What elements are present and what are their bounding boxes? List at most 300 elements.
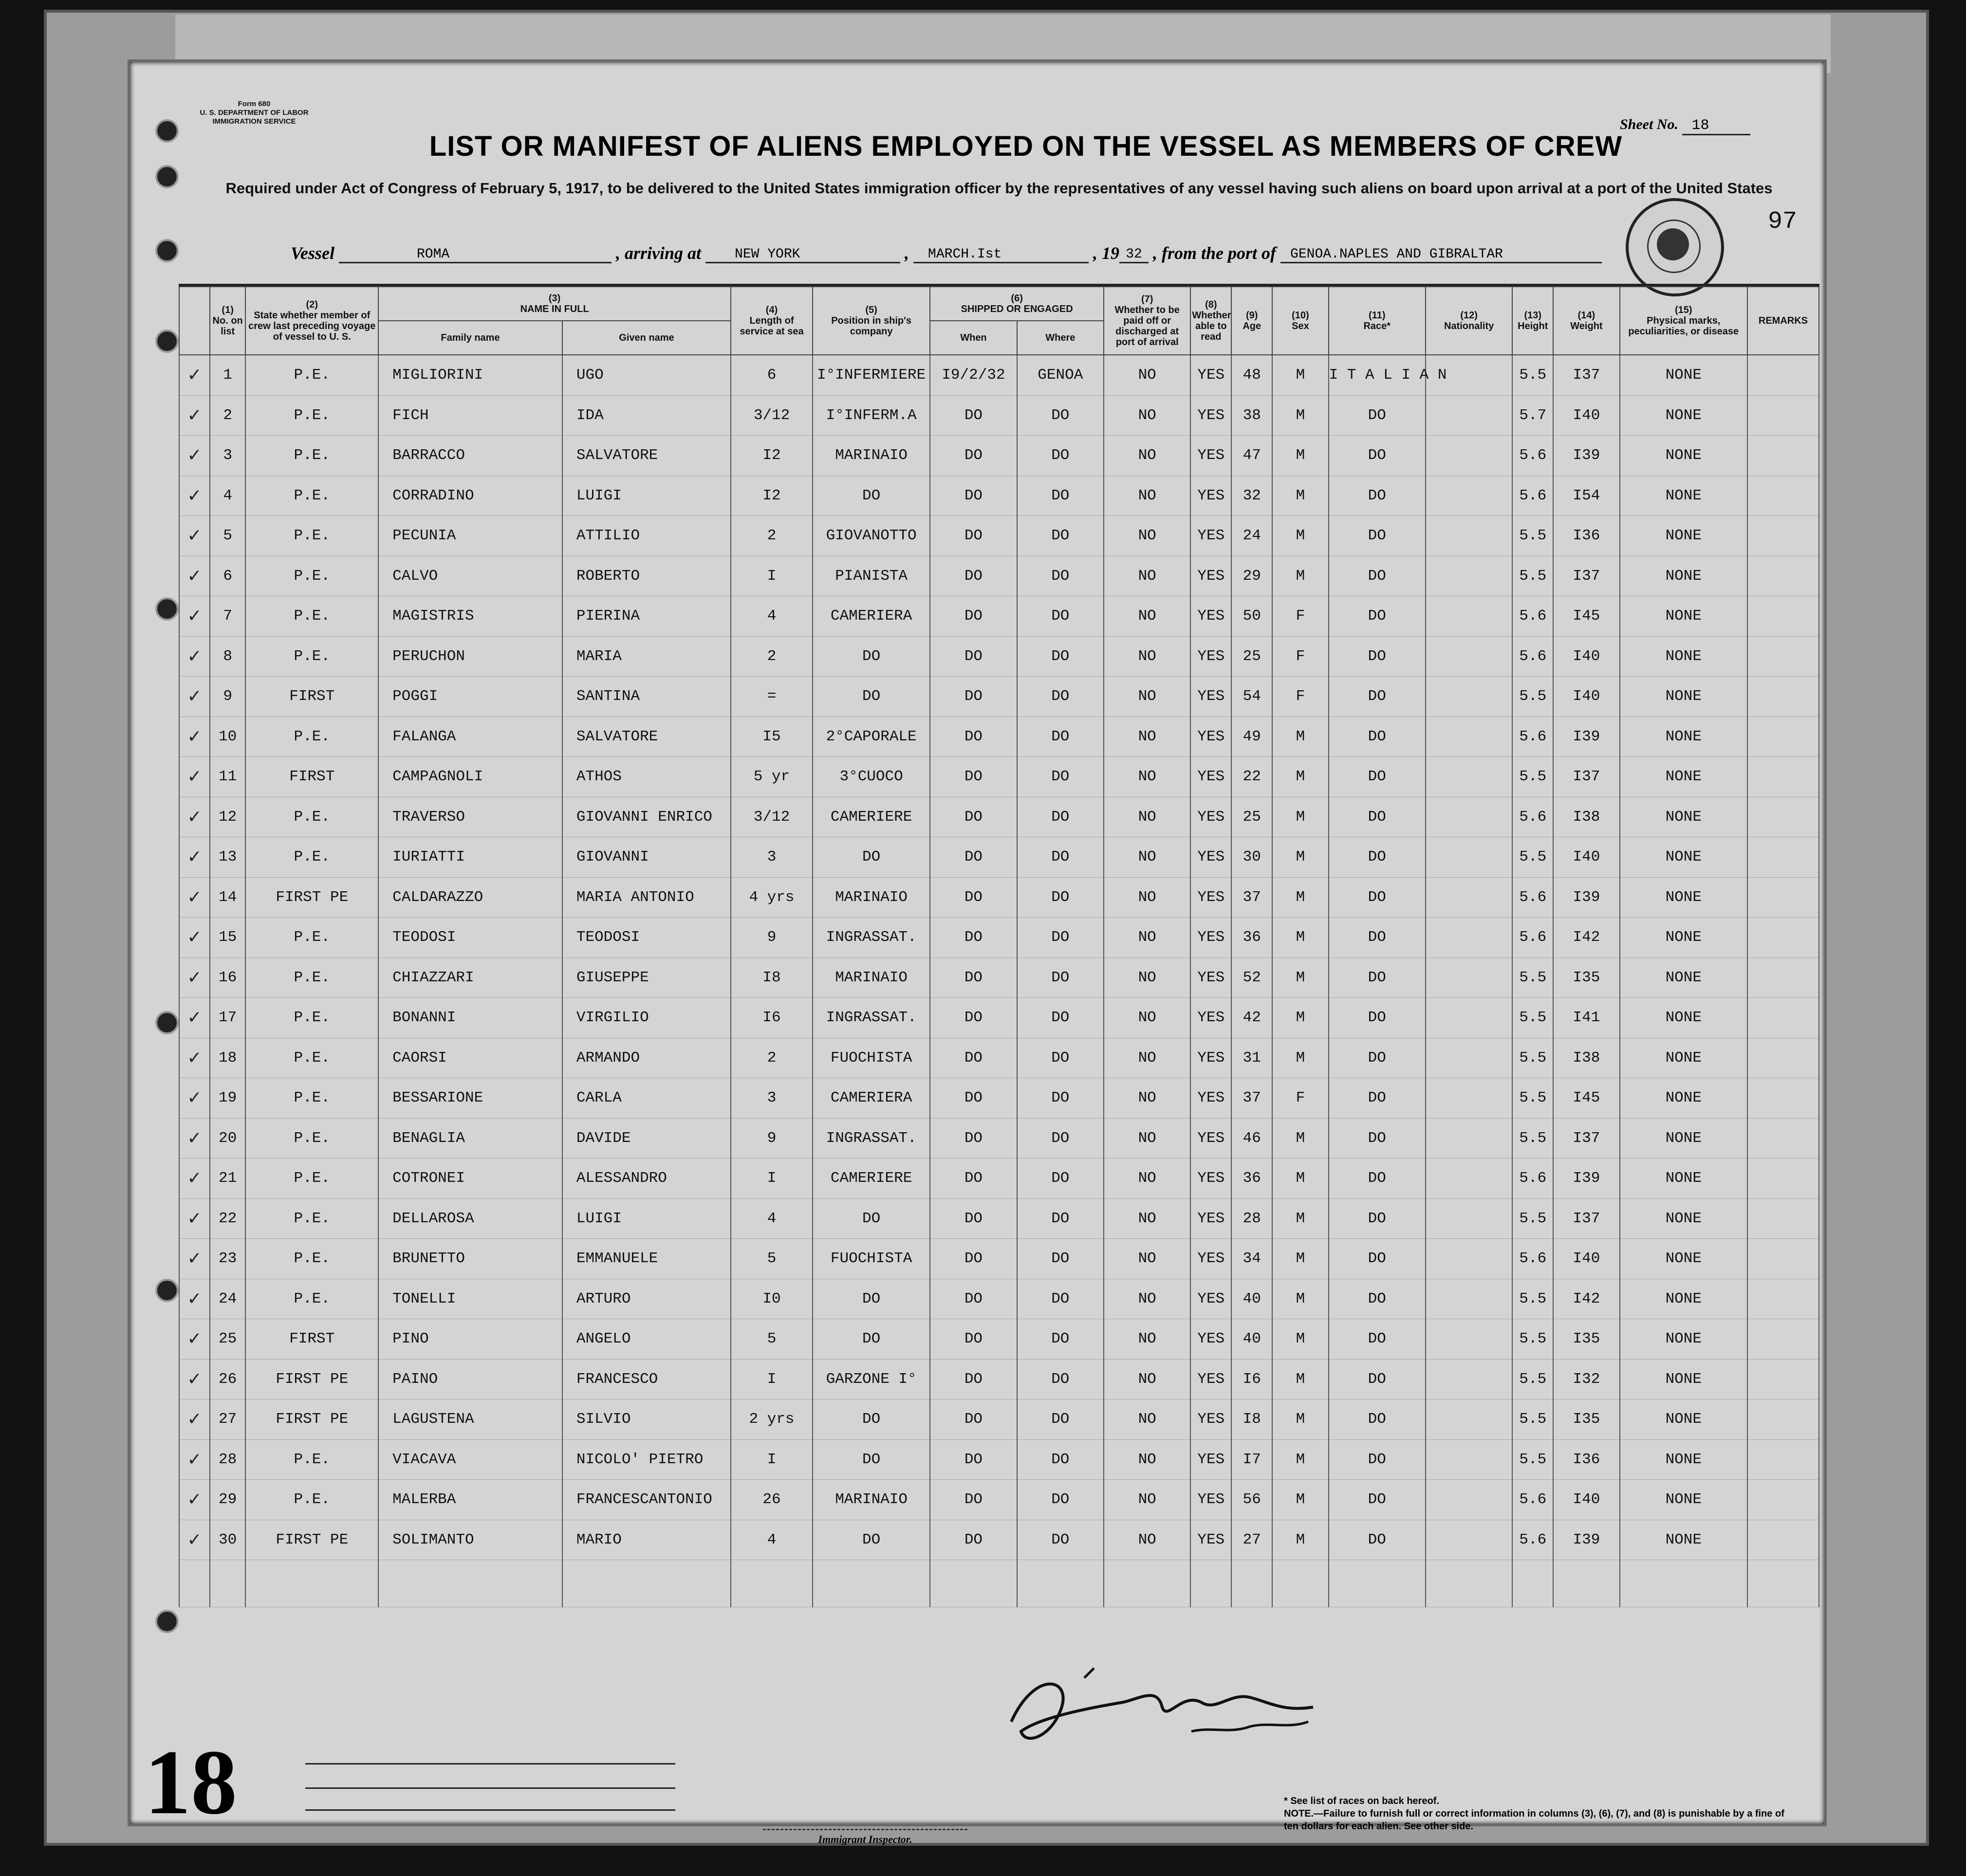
cell-weight: I38: [1553, 797, 1619, 837]
cell-no: 16: [210, 957, 245, 998]
cell-service: 2: [731, 636, 813, 677]
table-row: [179, 797, 1819, 837]
cell-given: ROBERTO: [562, 556, 731, 596]
cell-state: P.E.: [245, 1038, 378, 1078]
cell-remarks: [1747, 596, 1819, 637]
cell-remarks: [1747, 1078, 1819, 1119]
sheet-number-value: 18: [1682, 117, 1750, 135]
cell-where: DO: [1017, 1118, 1104, 1159]
cell-height: 5.5: [1512, 757, 1553, 797]
cell-family: MIGLIORINI: [378, 355, 562, 395]
cell-paid: NO: [1104, 797, 1190, 837]
cell-paid: NO: [1104, 636, 1190, 677]
cell-state: P.E.: [245, 1198, 378, 1239]
cell-sex: M: [1272, 918, 1328, 958]
cell-when: DO: [930, 395, 1017, 436]
cell-no: 21: [210, 1159, 245, 1199]
cell-age: 40: [1231, 1319, 1272, 1360]
cell-no: 3: [210, 436, 245, 476]
check-mark-icon: ✓: [179, 436, 210, 476]
cell-nationality: [1426, 1118, 1512, 1159]
cell-nationality: [1426, 677, 1512, 717]
cell-remarks: [1747, 1279, 1819, 1319]
cell-read: YES: [1190, 476, 1231, 516]
table-row: [179, 677, 1819, 717]
cell-sex: M: [1272, 476, 1328, 516]
check-mark-icon: ✓: [179, 636, 210, 677]
table-row: [179, 395, 1819, 436]
cell-state: P.E.: [245, 797, 378, 837]
cell-when: DO: [930, 1399, 1017, 1440]
cell-height: 5.5: [1512, 1359, 1553, 1399]
table-row: [179, 1439, 1819, 1480]
cell-weight: I45: [1553, 596, 1619, 637]
cell-family: LAGUSTENA: [378, 1399, 562, 1440]
cell-nationality: [1426, 1159, 1512, 1199]
cell-paid: NO: [1104, 918, 1190, 958]
cell-sex: M: [1272, 837, 1328, 878]
col-height-header: (13) Height: [1512, 287, 1553, 355]
cell-family: IURIATTI: [378, 837, 562, 878]
cell-nationality: [1426, 877, 1512, 918]
crew-rows: [179, 355, 1819, 1607]
cell-given: GIUSEPPE: [562, 957, 731, 998]
cell-when: DO: [930, 717, 1017, 757]
cell-position: I°INFERM.A: [813, 395, 930, 436]
cell-service: I2: [731, 476, 813, 516]
cell-when: DO: [930, 1520, 1017, 1560]
cell-service: 6: [731, 355, 813, 395]
cell-age: I8: [1231, 1399, 1272, 1440]
cell-nationality: [1426, 717, 1512, 757]
cell-weight: I41: [1553, 998, 1619, 1038]
check-mark-icon: ✓: [179, 998, 210, 1038]
cell-age: 52: [1231, 957, 1272, 998]
cell-when: DO: [930, 1480, 1017, 1520]
cell-where: DO: [1017, 1480, 1104, 1520]
cell-where: DO: [1017, 998, 1104, 1038]
cell-when: I9/2/32: [930, 355, 1017, 395]
departure-ports: GENOA.NAPLES AND GIBRALTAR: [1280, 247, 1602, 263]
binder-hole: [155, 330, 179, 353]
form-header: [198, 100, 310, 126]
table-row: [179, 1198, 1819, 1239]
cell-sex: M: [1272, 957, 1328, 998]
check-mark-icon: ✓: [179, 1078, 210, 1119]
cell-sex: M: [1272, 436, 1328, 476]
cell-family: PERUCHON: [378, 636, 562, 677]
check-mark-icon: ✓: [179, 596, 210, 637]
cell-position: DO: [813, 1520, 930, 1560]
cell-race: DO: [1329, 395, 1426, 436]
cell-when: DO: [930, 677, 1017, 717]
cell-read: YES: [1190, 797, 1231, 837]
cell-nationality: [1426, 918, 1512, 958]
cell-state: P.E.: [245, 1159, 378, 1199]
crew-table: [179, 286, 1819, 1607]
cell-height: 5.6: [1512, 1159, 1553, 1199]
cell-when: DO: [930, 1319, 1017, 1360]
cell-where: DO: [1017, 1239, 1104, 1279]
cell-remarks: [1747, 877, 1819, 918]
cell-paid: NO: [1104, 1159, 1190, 1199]
cell-read: YES: [1190, 1319, 1231, 1360]
cell-paid: NO: [1104, 677, 1190, 717]
cell-marks: NONE: [1620, 1118, 1747, 1159]
cell-state: P.E.: [245, 1239, 378, 1279]
cell-service: I: [731, 1359, 813, 1399]
col-weight-header: (14) Weight: [1553, 287, 1619, 355]
col-where-header: Where: [1017, 321, 1104, 355]
cell-age: 36: [1231, 1159, 1272, 1199]
cell-nationality: [1426, 1198, 1512, 1239]
cell-remarks: [1747, 1159, 1819, 1199]
check-mark-icon: ✓: [179, 476, 210, 516]
cell-no: 11: [210, 757, 245, 797]
cell-family: TEODOSI: [378, 918, 562, 958]
check-mark-icon: ✓: [179, 1399, 210, 1440]
cell-age: 32: [1231, 476, 1272, 516]
cell-position: I°INFERMIERE: [813, 355, 930, 395]
cell-age: 25: [1231, 636, 1272, 677]
cell-service: 4 yrs: [731, 877, 813, 918]
cell-height: 5.5: [1512, 998, 1553, 1038]
cell-given: EMMANUELE: [562, 1239, 731, 1279]
cell-weight: I39: [1553, 436, 1619, 476]
cell-race: DO: [1329, 957, 1426, 998]
cell-service: 5: [731, 1319, 813, 1360]
cell-height: 5.6: [1512, 1239, 1553, 1279]
cell-no: 14: [210, 877, 245, 918]
table-row: [179, 1279, 1819, 1319]
signature-line: [305, 1763, 675, 1765]
cell-nationality: [1426, 1279, 1512, 1319]
cell-state: FIRST: [245, 677, 378, 717]
manifest-title: LIST OR MANIFEST OF ALIENS EMPLOYED ON THE VESSEL AS MEMBERS OF CREW: [429, 130, 1623, 162]
cell-height: 5.5: [1512, 1439, 1553, 1480]
cell-no: 10: [210, 717, 245, 757]
cell-no: 17: [210, 998, 245, 1038]
arrival-port: NEW YORK: [705, 247, 900, 263]
cell-read: YES: [1190, 1279, 1231, 1319]
cell-paid: NO: [1104, 1118, 1190, 1159]
cell-family: BARRACCO: [378, 436, 562, 476]
cell-race: DO: [1329, 596, 1426, 637]
cell-family: PECUNIA: [378, 516, 562, 556]
cell-sex: M: [1272, 797, 1328, 837]
cell-race: DO: [1329, 717, 1426, 757]
cell-position: DO: [813, 1198, 930, 1239]
cell-no: 9: [210, 677, 245, 717]
cell-marks: NONE: [1620, 717, 1747, 757]
form-department: U. S. DEPARTMENT OF LABOR: [200, 109, 309, 117]
crew-table-region: [179, 284, 1819, 1776]
cell-nationality: [1426, 516, 1512, 556]
cell-when: DO: [930, 1038, 1017, 1078]
check-mark-icon: ✓: [179, 1118, 210, 1159]
cell-paid: NO: [1104, 1239, 1190, 1279]
cell-weight: I35: [1553, 1319, 1619, 1360]
cell-weight: I36: [1553, 516, 1619, 556]
page-number: 97: [1768, 208, 1798, 236]
cell-given: MARIO: [562, 1520, 731, 1560]
binder-hole: [155, 1279, 179, 1302]
cell-marks: NONE: [1620, 516, 1747, 556]
cell-service: 4: [731, 1520, 813, 1560]
cell-marks: NONE: [1620, 918, 1747, 958]
cell-service: 5 yr: [731, 757, 813, 797]
cell-read: YES: [1190, 957, 1231, 998]
cell-marks: NONE: [1620, 1399, 1747, 1440]
sheet-number-label: Sheet No.: [1620, 116, 1678, 132]
cell-marks: NONE: [1620, 556, 1747, 596]
table-row: [179, 877, 1819, 918]
cell-weight: I40: [1553, 395, 1619, 436]
cell-position: DO: [813, 476, 930, 516]
cell-family: TRAVERSO: [378, 797, 562, 837]
cell-family: CALDARAZZO: [378, 877, 562, 918]
cell-position: DO: [813, 837, 930, 878]
cell-marks: NONE: [1620, 596, 1747, 637]
table-row: [179, 717, 1819, 757]
cell-where: DO: [1017, 1359, 1104, 1399]
penalty-note: NOTE.—Failure to furnish full or correct information in columns (3), (6), (7), and (8) is punishable by a fine of ten dollars for each alien. See other side.: [1284, 1808, 1784, 1832]
cell-paid: NO: [1104, 877, 1190, 918]
cell-paid: NO: [1104, 998, 1190, 1038]
cell-remarks: [1747, 476, 1819, 516]
cell-where: DO: [1017, 797, 1104, 837]
cell-nationality: [1426, 556, 1512, 596]
cell-read: YES: [1190, 717, 1231, 757]
cell-marks: NONE: [1620, 1239, 1747, 1279]
cell-race: DO: [1329, 1319, 1426, 1360]
race-footnote: * See list of races on back hereof.: [1284, 1796, 1440, 1806]
cell-position: DO: [813, 1399, 930, 1440]
cell-position: MARINAIO: [813, 877, 930, 918]
cell-nationality: [1426, 596, 1512, 637]
cell-nationality: [1426, 998, 1512, 1038]
cell-sex: M: [1272, 877, 1328, 918]
cell-height: 5.5: [1512, 1399, 1553, 1440]
check-mark-icon: ✓: [179, 717, 210, 757]
cell-state: P.E.: [245, 596, 378, 637]
cell-sex: M: [1272, 1038, 1328, 1078]
cell-read: YES: [1190, 355, 1231, 395]
cell-when: DO: [930, 957, 1017, 998]
cell-height: 5.5: [1512, 516, 1553, 556]
cell-race: DO: [1329, 1038, 1426, 1078]
cell-family: PINO: [378, 1319, 562, 1360]
cell-state: P.E.: [245, 1480, 378, 1520]
cell-remarks: [1747, 395, 1819, 436]
cell-sex: M: [1272, 1399, 1328, 1440]
table-row: [179, 957, 1819, 998]
empty-row: [179, 1560, 1819, 1607]
table-row: [179, 596, 1819, 637]
cell-position: DO: [813, 677, 930, 717]
cell-age: 29: [1231, 556, 1272, 596]
cell-sex: M: [1272, 355, 1328, 395]
cell-read: YES: [1190, 918, 1231, 958]
cell-where: DO: [1017, 596, 1104, 637]
binder-hole: [155, 239, 179, 262]
cell-sex: F: [1272, 636, 1328, 677]
cell-no: 29: [210, 1480, 245, 1520]
cell-paid: NO: [1104, 596, 1190, 637]
cell-family: BONANNI: [378, 998, 562, 1038]
cell-race: DO: [1329, 516, 1426, 556]
cell-marks: NONE: [1620, 1359, 1747, 1399]
cell-family: CALVO: [378, 556, 562, 596]
cell-when: DO: [930, 1239, 1017, 1279]
table-row: [179, 1359, 1819, 1399]
cell-sex: M: [1272, 1239, 1328, 1279]
cell-when: DO: [930, 1159, 1017, 1199]
cell-age: 28: [1231, 1198, 1272, 1239]
cell-race: DO: [1329, 1279, 1426, 1319]
cell-paid: NO: [1104, 1078, 1190, 1119]
cell-given: UGO: [562, 355, 731, 395]
cell-given: ANGELO: [562, 1319, 731, 1360]
cell-read: YES: [1190, 998, 1231, 1038]
cell-height: 5.5: [1512, 957, 1553, 998]
manifest-sheet: [128, 59, 1827, 1845]
cell-state: P.E.: [245, 1078, 378, 1119]
cell-remarks: [1747, 1520, 1819, 1560]
cell-nationality: [1426, 1319, 1512, 1360]
cell-where: DO: [1017, 1279, 1104, 1319]
cell-race: DO: [1329, 436, 1426, 476]
cell-when: DO: [930, 1078, 1017, 1119]
cell-weight: I40: [1553, 837, 1619, 878]
year-suffix: 32: [1119, 247, 1149, 263]
cell-where: DO: [1017, 877, 1104, 918]
cell-read: YES: [1190, 1480, 1231, 1520]
cell-family: CORRADINO: [378, 476, 562, 516]
cell-weight: I37: [1553, 1118, 1619, 1159]
cell-remarks: [1747, 717, 1819, 757]
cell-where: DO: [1017, 556, 1104, 596]
cell-age: I6: [1231, 1359, 1272, 1399]
cell-weight: I36: [1553, 1439, 1619, 1480]
cell-where: DO: [1017, 677, 1104, 717]
table-row: [179, 1038, 1819, 1078]
cell-family: BENAGLIA: [378, 1118, 562, 1159]
cell-position: DO: [813, 1439, 930, 1480]
cell-sex: M: [1272, 1520, 1328, 1560]
check-mark-icon: ✓: [179, 1239, 210, 1279]
cell-given: GIOVANNI: [562, 837, 731, 878]
cell-race: DO: [1329, 1198, 1426, 1239]
cell-read: YES: [1190, 516, 1231, 556]
cell-state: P.E.: [245, 436, 378, 476]
table-row: [179, 1520, 1819, 1560]
cell-no: 8: [210, 636, 245, 677]
cell-where: DO: [1017, 636, 1104, 677]
cell-no: 27: [210, 1399, 245, 1440]
cell-where: DO: [1017, 1520, 1104, 1560]
cell-height: 5.5: [1512, 1038, 1553, 1078]
cell-state: P.E.: [245, 1439, 378, 1480]
cell-paid: NO: [1104, 1319, 1190, 1360]
cell-marks: NONE: [1620, 1520, 1747, 1560]
cell-height: 5.5: [1512, 1198, 1553, 1239]
cell-given: CARLA: [562, 1078, 731, 1119]
check-mark-icon: ✓: [179, 757, 210, 797]
cell-race: DO: [1329, 1439, 1426, 1480]
cell-height: 5.6: [1512, 596, 1553, 637]
cell-no: 30: [210, 1520, 245, 1560]
cell-family: DELLAROSA: [378, 1198, 562, 1239]
cell-where: DO: [1017, 757, 1104, 797]
cell-where: DO: [1017, 1038, 1104, 1078]
cell-age: 24: [1231, 516, 1272, 556]
cell-given: SANTINA: [562, 677, 731, 717]
cell-where: DO: [1017, 837, 1104, 878]
col-position-header: (5) Position in ship's company: [813, 287, 930, 355]
col-remarks-header: REMARKS: [1747, 287, 1819, 355]
cell-position: CAMERIERA: [813, 596, 930, 637]
cell-when: DO: [930, 596, 1017, 637]
cell-remarks: [1747, 1118, 1819, 1159]
cell-given: LUIGI: [562, 1198, 731, 1239]
cell-weight: I32: [1553, 1359, 1619, 1399]
cell-when: DO: [930, 476, 1017, 516]
col-state-header: (2) State whether member of crew last preceding voyage of vessel to U. S.: [245, 287, 378, 355]
cell-state: FIRST PE: [245, 1359, 378, 1399]
cell-height: 5.5: [1512, 1078, 1553, 1119]
cell-marks: NONE: [1620, 837, 1747, 878]
cell-family: PAINO: [378, 1359, 562, 1399]
cell-weight: I42: [1553, 1279, 1619, 1319]
cell-marks: NONE: [1620, 1439, 1747, 1480]
cell-weight: I38: [1553, 1038, 1619, 1078]
cell-nationality: [1426, 636, 1512, 677]
cell-family: MAGISTRIS: [378, 596, 562, 637]
cell-where: DO: [1017, 516, 1104, 556]
cell-nationality: [1426, 837, 1512, 878]
cell-no: 26: [210, 1359, 245, 1399]
cell-state: FIRST: [245, 757, 378, 797]
cell-no: 18: [210, 1038, 245, 1078]
cell-height: 5.5: [1512, 677, 1553, 717]
cell-marks: NONE: [1620, 395, 1747, 436]
cell-nationality: [1426, 476, 1512, 516]
table-row: [179, 998, 1819, 1038]
cell-height: 5.6: [1512, 436, 1553, 476]
cell-family: CAMPAGNOLI: [378, 757, 562, 797]
cell-paid: NO: [1104, 395, 1190, 436]
cell-height: 5.5: [1512, 837, 1553, 878]
check-mark-icon: ✓: [179, 556, 210, 596]
cell-paid: NO: [1104, 757, 1190, 797]
cell-service: I5: [731, 717, 813, 757]
cell-when: DO: [930, 1439, 1017, 1480]
cell-age: 36: [1231, 918, 1272, 958]
cell-marks: NONE: [1620, 476, 1747, 516]
cell-age: 54: [1231, 677, 1272, 717]
cell-no: 4: [210, 476, 245, 516]
cell-race: DO: [1329, 918, 1426, 958]
cell-weight: I35: [1553, 1399, 1619, 1440]
cell-height: 5.6: [1512, 1480, 1553, 1520]
cell-remarks: [1747, 1319, 1819, 1360]
cell-marks: NONE: [1620, 1319, 1747, 1360]
cell-paid: NO: [1104, 1439, 1190, 1480]
cell-height: 5.5: [1512, 1279, 1553, 1319]
cell-height: 5.5: [1512, 556, 1553, 596]
cell-no: 2: [210, 395, 245, 436]
